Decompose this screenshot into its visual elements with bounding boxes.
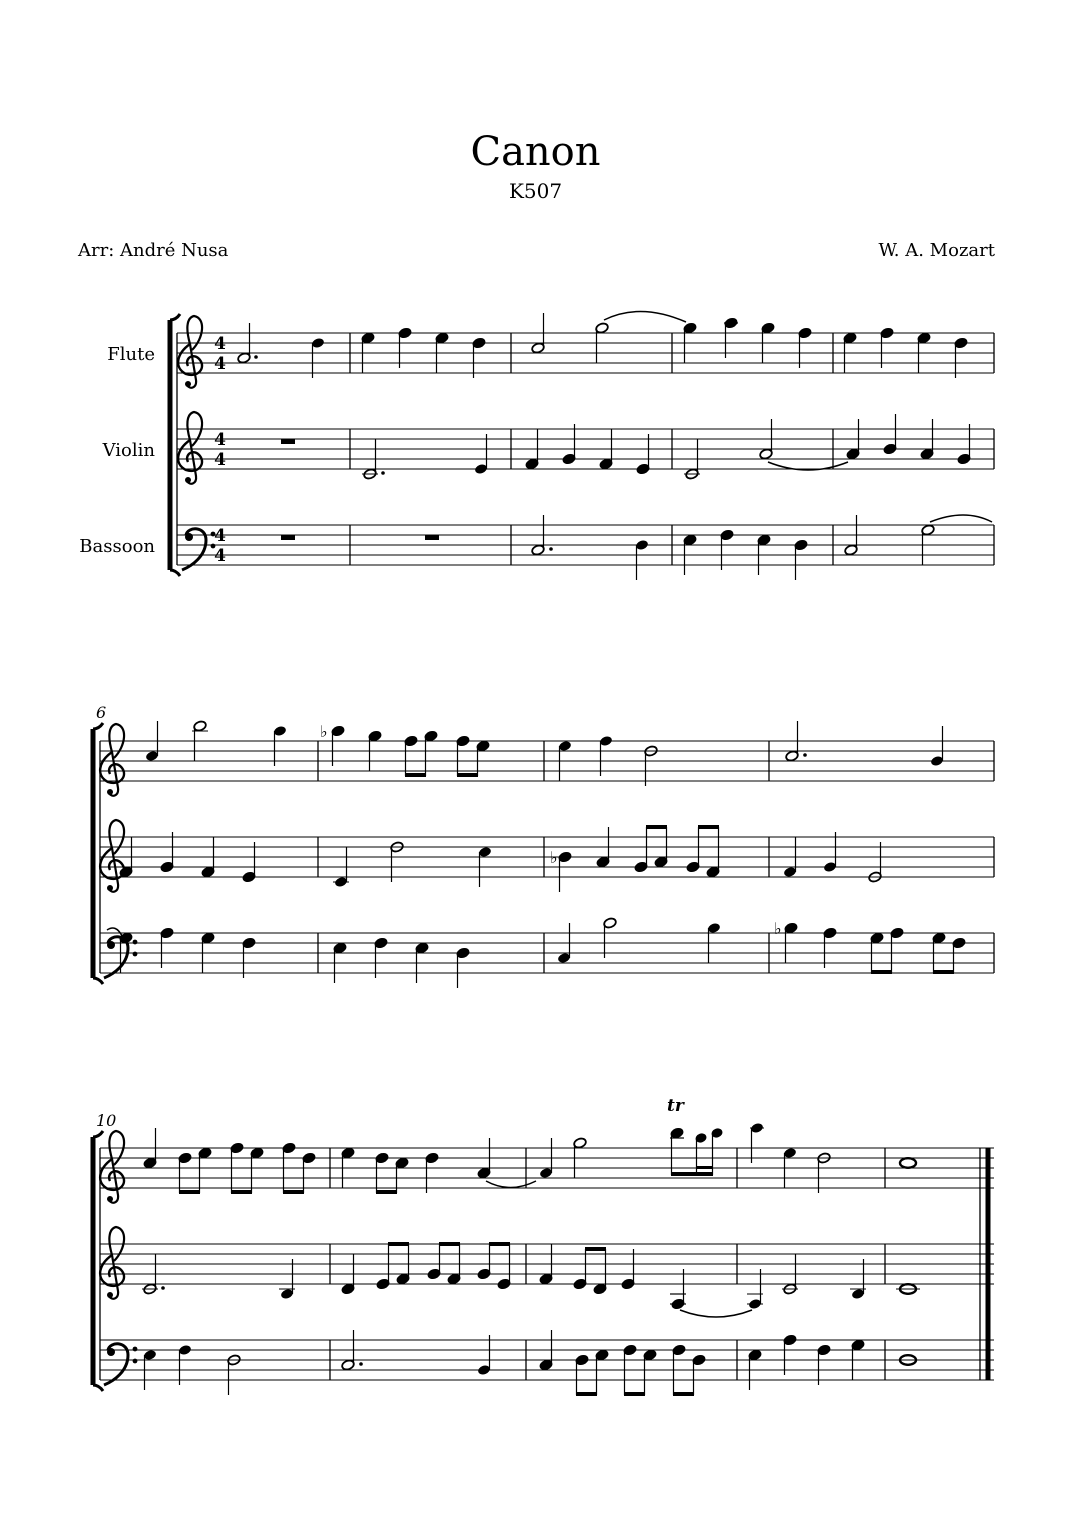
notes-bassoon-m9: [774, 919, 966, 974]
staff-violin-2: [100, 837, 994, 877]
treble-clef-icon: [100, 820, 124, 892]
notes-violin-m7: [333, 841, 492, 888]
notes-violin-m14: [896, 1284, 920, 1294]
notes-flute-m1: [237, 323, 325, 378]
notes-flute-m11: [341, 1138, 536, 1194]
whole-note: [900, 1158, 916, 1168]
notes-violin-m2: [362, 434, 488, 480]
score-title: Canon: [470, 129, 601, 175]
svg-text:4: 4: [214, 334, 226, 354]
treble-clef-icon: [100, 724, 124, 796]
notes-flute-m6: [145, 720, 287, 766]
system-2: [93, 703, 994, 988]
notes-violin-m10: [142, 1254, 295, 1300]
notes-flute-m3: [531, 311, 686, 363]
measure-number: 10: [96, 1111, 117, 1130]
staff-flute-2: [100, 741, 994, 781]
svg-text:4: 4: [214, 526, 226, 546]
flat-icon: ♭: [774, 919, 782, 938]
composer-credit: W. A. Mozart: [878, 240, 995, 261]
measure-number: 6: [96, 703, 107, 722]
notes-flute-m7: [320, 722, 490, 777]
whole-rest-icon: [281, 439, 295, 444]
notes-violin-m13: [747, 1254, 866, 1310]
notes-bassoon-m8: [557, 917, 721, 964]
notes-flute-m10: [143, 1128, 316, 1194]
notes-flute-m12: [539, 1096, 723, 1179]
treble-clef-icon: [178, 412, 202, 484]
system-3: [93, 1096, 994, 1396]
notes-bassoon-m11: [341, 1330, 491, 1376]
staff-bassoon-2: [100, 933, 994, 973]
instrument-label-violin: Violin: [102, 440, 155, 461]
instrument-label-flute: Flute: [107, 344, 155, 365]
trill-ornament: tr: [667, 1096, 684, 1116]
svg-text:4: 4: [214, 546, 226, 566]
notes-bassoon-m13: [748, 1334, 865, 1390]
svg-text:4: 4: [214, 450, 226, 470]
flat-icon: ♭: [550, 848, 558, 867]
notes-violin-m11: [341, 1242, 511, 1295]
arranger-credit: Arr: André Nusa: [78, 240, 229, 261]
notes-flute-m9: [785, 721, 944, 767]
system-1: [79, 311, 994, 580]
treble-clef-icon: [100, 1227, 124, 1299]
flat-icon: ♭: [320, 722, 328, 741]
staff-flute-1: [177, 333, 994, 373]
whole-rest-icon: [281, 535, 295, 540]
notes-violin-m8: [550, 825, 720, 892]
staff-flute-3: [100, 1148, 994, 1188]
catalog-number: K507: [508, 179, 563, 203]
svg-text:4: 4: [214, 430, 226, 450]
staff-bassoon-1: [177, 525, 994, 565]
time-signature: [214, 334, 226, 566]
instrument-label-bassoon: Bassoon: [79, 536, 155, 557]
staff-violin-1: [177, 429, 994, 469]
treble-clef-icon: [100, 1131, 124, 1203]
notes-violin-m12: [539, 1244, 752, 1317]
svg-text:4: 4: [214, 354, 226, 374]
whole-rest-icon: [425, 535, 439, 540]
treble-clef-icon: [178, 316, 202, 388]
notes-bassoon-m5: [844, 515, 992, 565]
